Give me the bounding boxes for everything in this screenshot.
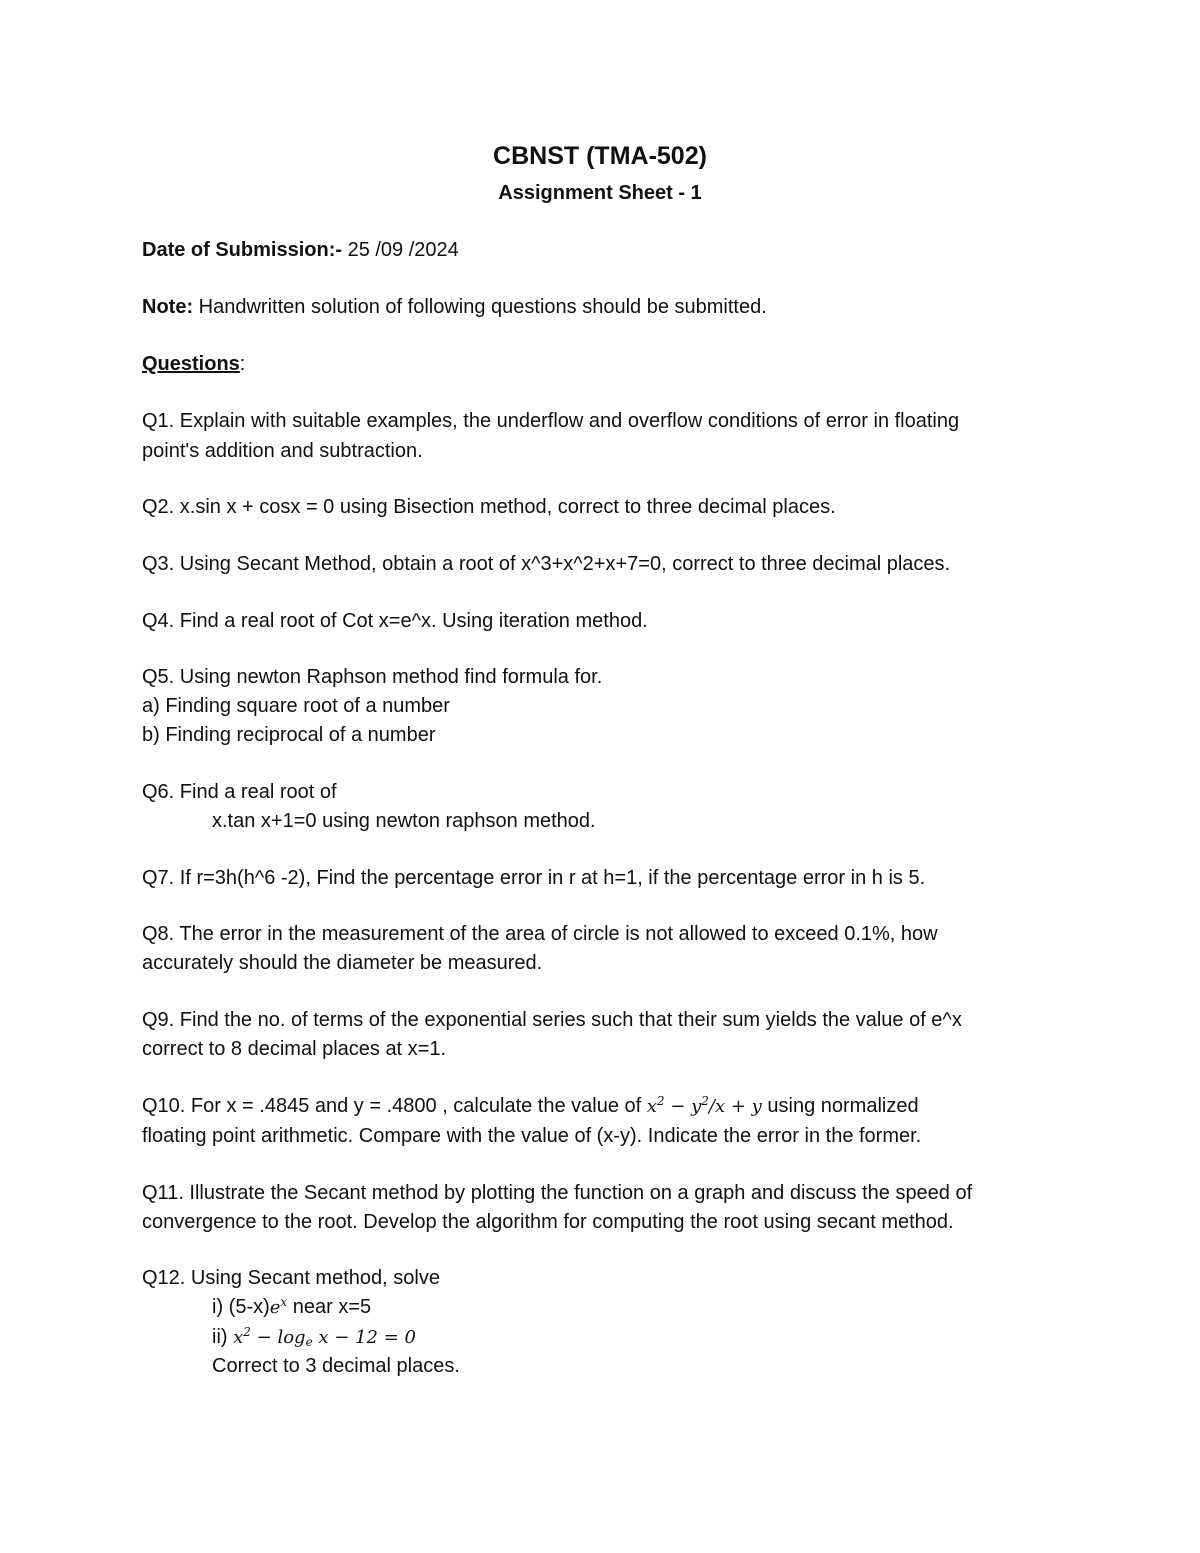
part-ii-x: x bbox=[233, 1327, 244, 1348]
question-4: Q4. Find a real root of Cot x=e^x. Using iteration method. bbox=[142, 610, 648, 632]
expr-minus: − bbox=[664, 1096, 692, 1117]
part-ii-prefix: ii) bbox=[212, 1326, 234, 1348]
question-8-line-1: Q8. The error in the measurement of the area of circle is not allowed to exceed 0.1%, how bbox=[142, 923, 938, 945]
question-12-part-ii bbox=[212, 1325, 416, 1350]
submission-date-line bbox=[142, 238, 459, 262]
document-subtitle: Assignment Sheet - 1 bbox=[498, 182, 702, 204]
expr-x: x bbox=[646, 1096, 657, 1117]
submission-date-label: Date of Submission:- bbox=[142, 239, 343, 261]
part-ii-minus: − bbox=[250, 1327, 278, 1348]
question-1-line-1: Q1. Explain with suitable examples, the underflow and overflow conditions of error in floating bbox=[142, 410, 960, 432]
note-text: Handwritten solution of following questions should be submitted. bbox=[193, 296, 767, 318]
question-3: Q3. Using Secant Method, obtain a root of x^3+x^2+x+7=0, correct to three decimal places. bbox=[142, 553, 951, 575]
questions-heading-label: Questions bbox=[142, 353, 240, 375]
question-9-line-2: correct to 8 decimal places at x=1. bbox=[142, 1038, 447, 1060]
question-6-line-1: Q6. Find a real root of bbox=[142, 781, 337, 803]
question-11-line-1: Q11. Illustrate the Secant method by plotting the function on a graph and discuss the speed of bbox=[142, 1182, 973, 1204]
part-i-exponential bbox=[270, 1297, 287, 1318]
question-5-part-b: b) Finding reciprocal of a number bbox=[142, 724, 436, 746]
expr-y-exponent: 2 bbox=[701, 1094, 709, 1108]
question-7: Q7. If r=3h(h^6 -2), Find the percentage error in r at h=1, if the percentage error in h is 5. bbox=[142, 867, 926, 889]
expr-rest: /x + y bbox=[708, 1096, 762, 1117]
part-ii-log-base: e bbox=[305, 1335, 313, 1349]
part-ii-rest: x − 12 = 0 bbox=[312, 1327, 416, 1348]
question-1-line-2: point's addition and subtraction. bbox=[142, 440, 423, 462]
part-ii-equation bbox=[233, 1327, 416, 1348]
part-i-base: e bbox=[269, 1297, 281, 1318]
note-line bbox=[142, 295, 767, 319]
expr-x-exponent: 2 bbox=[656, 1094, 665, 1108]
part-i-suffix: near x=5 bbox=[287, 1296, 372, 1318]
submission-date-value: 25 /09 /2024 bbox=[342, 239, 459, 261]
part-i-prefix: i) (5-x) bbox=[212, 1296, 270, 1318]
part-ii-log: log bbox=[277, 1327, 306, 1348]
questions-heading-suffix: : bbox=[239, 353, 246, 375]
question-6-line-2: x.tan x+1=0 using newton raphson method. bbox=[212, 810, 596, 832]
question-12-part-i bbox=[212, 1295, 371, 1320]
question-10-suffix: using normalized bbox=[761, 1095, 919, 1117]
questions-heading bbox=[142, 352, 245, 376]
question-11-line-2: convergence to the root. Develop the algorithm for computing the root using secant method. bbox=[142, 1211, 954, 1233]
document-title: CBNST (TMA-502) bbox=[493, 142, 707, 170]
question-8-line-2: accurately should the diameter be measured. bbox=[142, 952, 543, 974]
question-9-line-1: Q9. Find the no. of terms of the exponential series such that their sum yields the value of e^x bbox=[142, 1009, 962, 1031]
question-12-closing: Correct to 3 decimal places. bbox=[212, 1355, 460, 1377]
part-i-exponent: x bbox=[280, 1295, 288, 1309]
question-5-part-a: a) Finding square root of a number bbox=[142, 695, 450, 717]
question-10-expression bbox=[647, 1096, 762, 1117]
question-10-prefix: Q10. For x = .4845 and y = .4800 , calculate the value of bbox=[142, 1095, 647, 1117]
note-label: Note: bbox=[142, 296, 194, 318]
question-12-line-1: Q12. Using Secant method, solve bbox=[142, 1267, 440, 1289]
question-10-line-1 bbox=[142, 1094, 919, 1119]
question-5-line-1: Q5. Using newton Raphson method find formula for. bbox=[142, 666, 603, 688]
question-10-line-2: floating point arithmetic. Compare with the value of (x-y). Indicate the error in the former. bbox=[142, 1125, 922, 1147]
question-2: Q2. x.sin x + cosx = 0 using Bisection method, correct to three decimal places. bbox=[142, 496, 836, 518]
part-ii-x-exponent: 2 bbox=[243, 1325, 251, 1339]
expr-y: y bbox=[691, 1096, 702, 1117]
